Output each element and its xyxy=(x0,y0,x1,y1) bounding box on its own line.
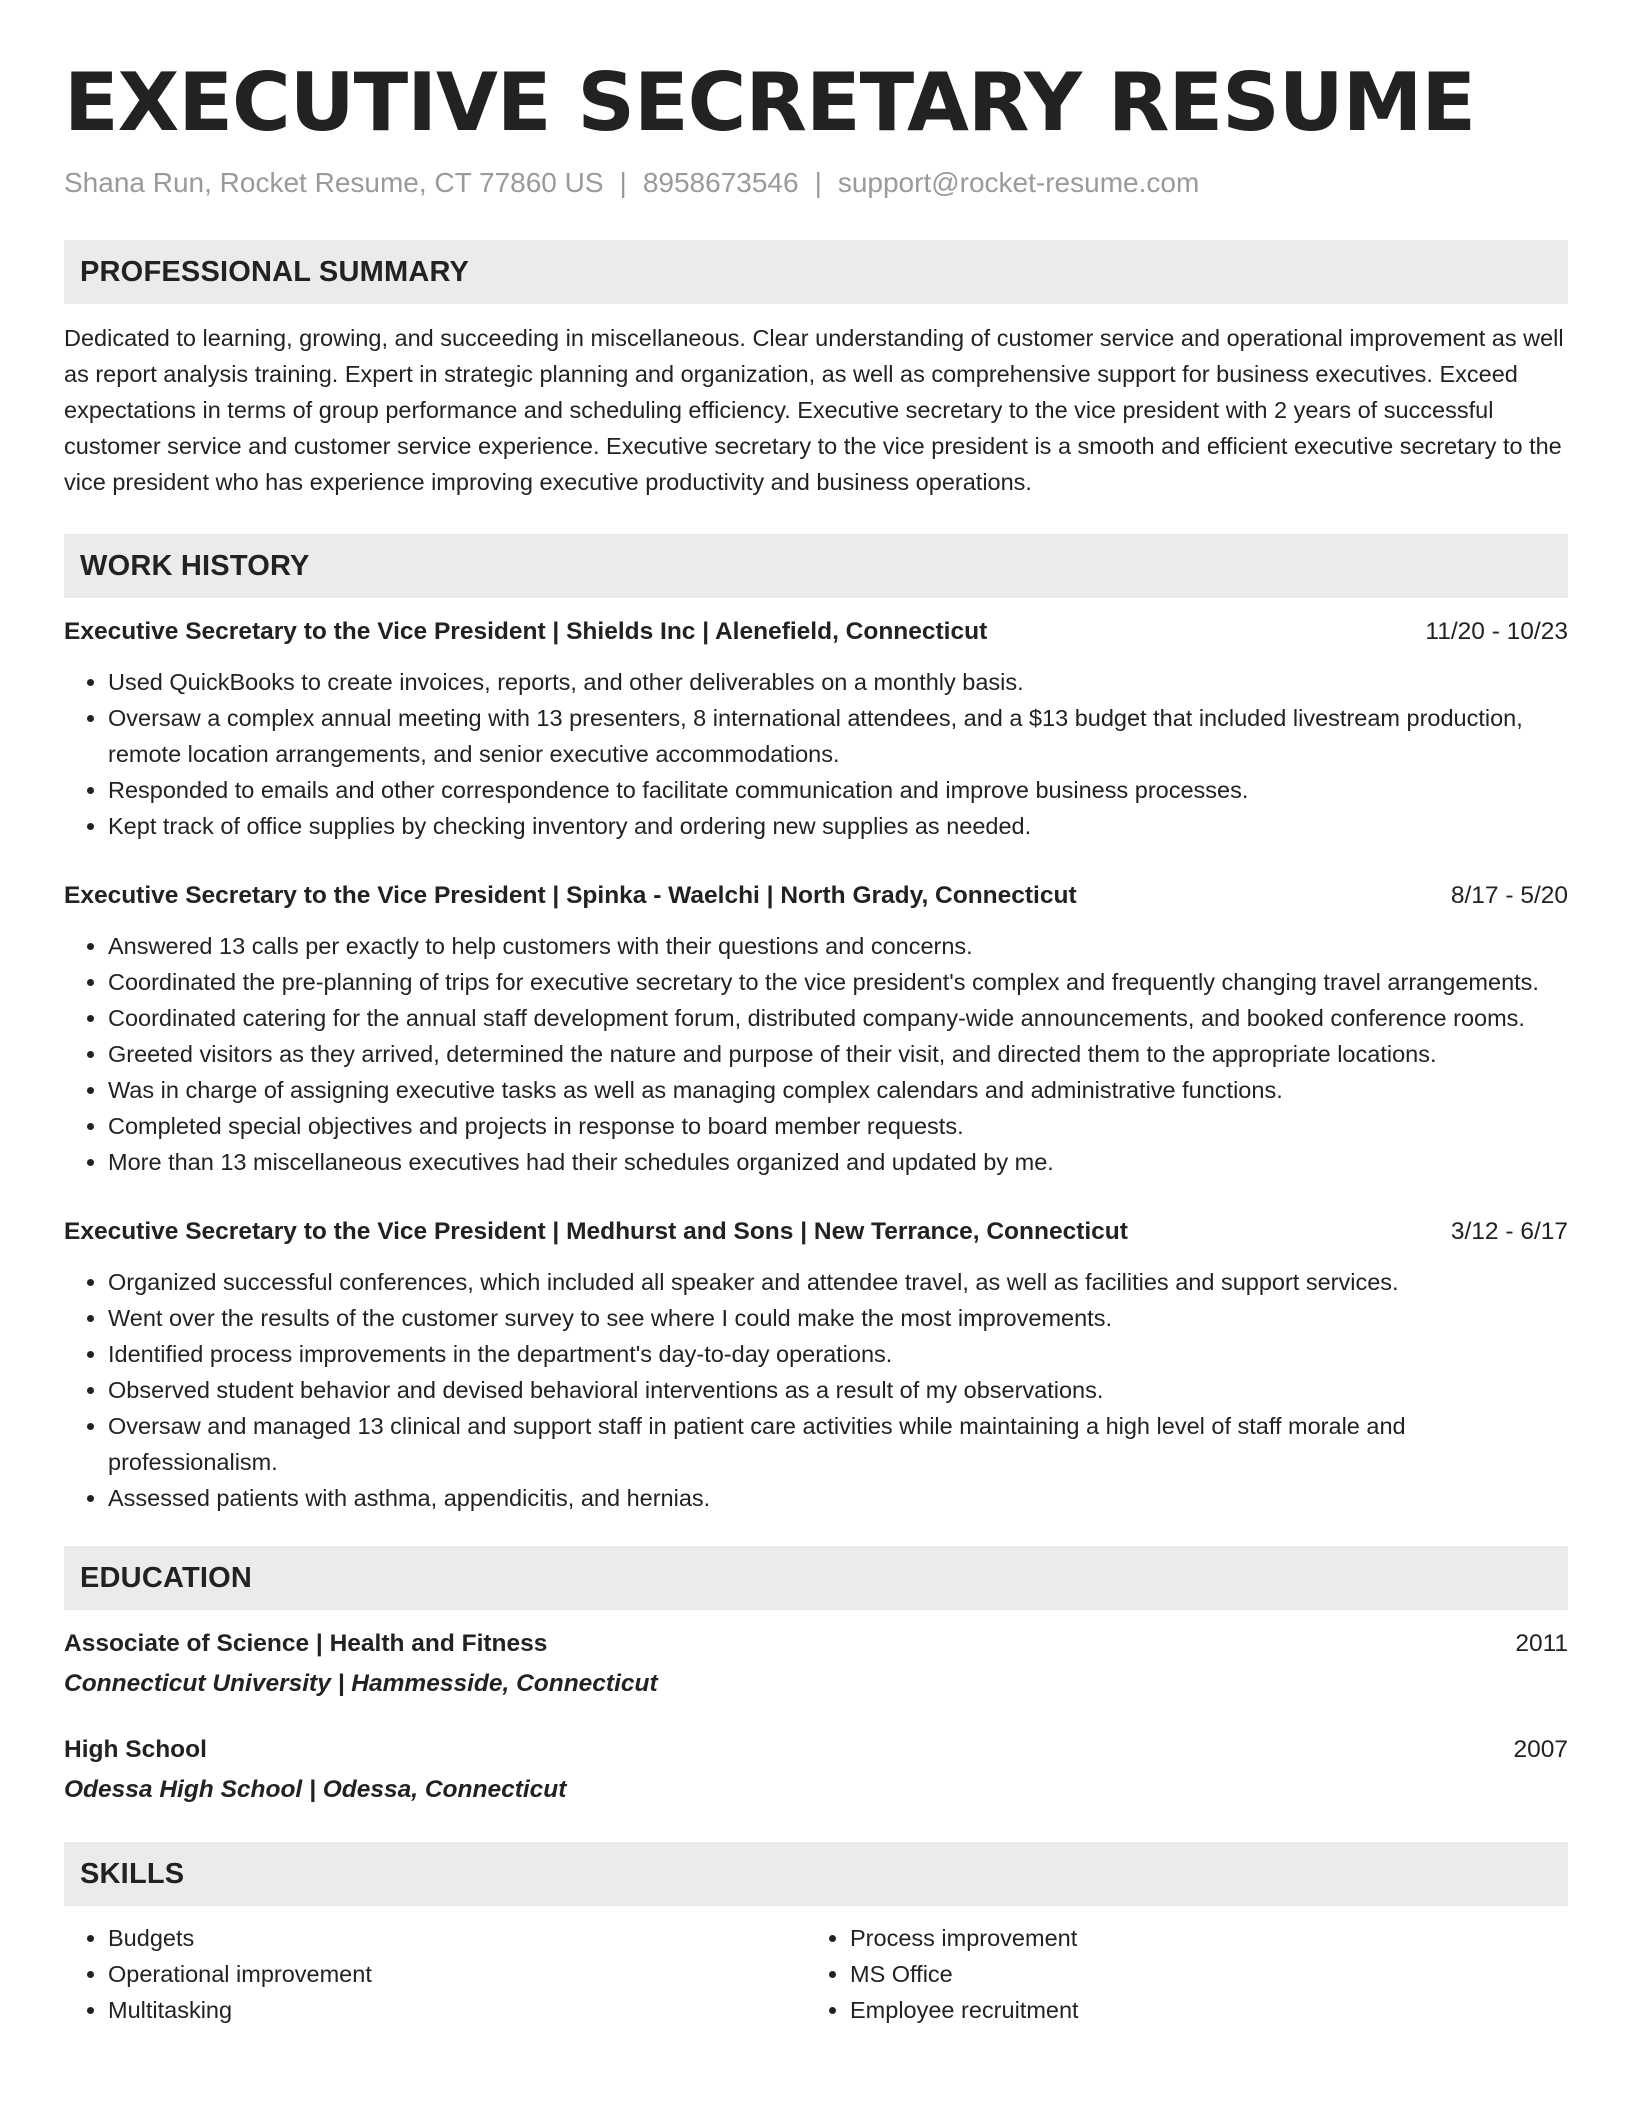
section-heading-summary: PROFESSIONAL SUMMARY xyxy=(64,240,1568,304)
education-degree: High School xyxy=(64,1736,207,1763)
contact-separator: | xyxy=(619,167,627,198)
job-entry xyxy=(64,1214,1568,1516)
section-heading-education: EDUCATION xyxy=(64,1546,1568,1610)
list-item: • Used QuickBooks to create invoices, reports, and other deliverables on a monthly basis. xyxy=(108,664,1568,700)
job-bullets xyxy=(64,664,1568,844)
skill-item: • Budgets xyxy=(108,1920,806,1956)
job-dates: 3/12 - 6/17 xyxy=(1450,1218,1568,1245)
list-item: • Organized successful conferences, which included all speaker and attendee travel, as well as facilities and support services. xyxy=(108,1264,1568,1300)
education-header xyxy=(64,1732,1568,1768)
job-title: Executive Secretary to the Vice President | Medhurst and Sons | New Terrance, Connecticut xyxy=(64,1218,1128,1245)
skill-item: • Multitasking xyxy=(108,1992,806,2028)
job-dates: 11/20 - 10/23 xyxy=(1425,618,1568,645)
list-item: • Answered 13 calls per exactly to help customers with their questions and concerns. xyxy=(108,928,1568,964)
list-item: • Was in charge of assigning executive tasks as well as managing complex calendars and administrative functions. xyxy=(108,1072,1568,1108)
job-header xyxy=(64,614,1568,650)
list-item: • Coordinated the pre-planning of trips for executive secretary to the vice president's complex and frequently changing travel arrangements. xyxy=(108,964,1568,1000)
job-bullets xyxy=(64,1264,1568,1516)
list-item: • Assessed patients with asthma, appendicitis, and hernias. xyxy=(108,1480,1568,1516)
summary-text: Dedicated to learning, growing, and succeeding in miscellaneous. Clear understanding of customer service and operational improvement as well as report analysis training. Expert in strategic planning and organization, as well as comprehensive support for business executives. Exceed expectations in terms of group performance and scheduling efficiency. Executive secretary to the vice president with 2 years of successful customer service and customer service experience. Executive secretary to the vice president is a smooth and efficient executive secretary to the vice president who has experience improving executive productivity and business operations. xyxy=(64,325,1564,495)
skill-item: • Process improvement xyxy=(850,1920,1548,1956)
skill-item: • Employee recruitment xyxy=(850,1992,1548,2028)
skill-item: • MS Office xyxy=(850,1956,1548,1992)
job-entry xyxy=(64,614,1568,844)
education-year: 2007 xyxy=(1513,1736,1568,1763)
list-item: • Completed special objectives and projects in response to board member requests. xyxy=(108,1108,1568,1144)
job-header xyxy=(64,1214,1568,1250)
contact-email: support@rocket-resume.com xyxy=(837,167,1200,198)
contact-phone: 8958673546 xyxy=(642,167,799,198)
resume-title: EXECUTIVE SECRETARY RESUME xyxy=(64,56,1475,149)
job-title: Executive Secretary to the Vice President | Shields Inc | Alenefield, Connecticut xyxy=(64,618,988,645)
education-entry xyxy=(64,1732,1568,1808)
education-school: Odessa High School | Odessa, Connecticut xyxy=(64,1776,567,1803)
contact-address: Shana Run, Rocket Resume, CT 77860 US xyxy=(64,167,604,198)
list-item: • Oversaw and managed 13 clinical and support staff in patient care activities while maintaining a high level of staff morale and professionalism. xyxy=(108,1408,1568,1480)
job-title: Executive Secretary to the Vice President | Spinka - Waelchi | North Grady, Connecticut xyxy=(64,882,1077,909)
job-dates: 8/17 - 5/20 xyxy=(1450,882,1568,909)
education-year: 2011 xyxy=(1515,1630,1568,1657)
list-item: • Went over the results of the customer survey to see where I could make the most improvements. xyxy=(108,1300,1568,1336)
skills-column-right xyxy=(806,1920,1548,2028)
contact-line xyxy=(64,166,1568,200)
list-item: • More than 13 miscellaneous executives had their schedules organized and updated by me. xyxy=(108,1144,1568,1180)
list-item: • Greeted visitors as they arrived, determined the nature and purpose of their visit, and directed them to the appropriate locations. xyxy=(108,1036,1568,1072)
list-item: • Observed student behavior and devised behavioral interventions as a result of my observations. xyxy=(108,1372,1568,1408)
education-entry xyxy=(64,1626,1568,1702)
job-entry xyxy=(64,878,1568,1180)
contact-separator: | xyxy=(814,167,822,198)
list-item: • Kept track of office supplies by checking inventory and ordering new supplies as needed. xyxy=(108,808,1568,844)
job-bullets xyxy=(64,928,1568,1180)
education-header xyxy=(64,1626,1568,1662)
section-heading-skills: SKILLS xyxy=(64,1842,1568,1906)
list-item: • Oversaw a complex annual meeting with 13 presenters, 8 international attendees, and a $13 budget that included livestream production, remote location arrangements, and senior executive accommodations. xyxy=(108,700,1568,772)
education-school: Connecticut University | Hammesside, Connecticut xyxy=(64,1670,658,1697)
education-degree: Associate of Science | Health and Fitness xyxy=(64,1630,548,1657)
skills-column-left xyxy=(64,1920,806,2028)
job-header xyxy=(64,878,1568,914)
skill-item: • Operational improvement xyxy=(108,1956,806,1992)
list-item: • Responded to emails and other correspondence to facilitate communication and improve business processes. xyxy=(108,772,1568,808)
list-item: • Coordinated catering for the annual staff development forum, distributed company-wide announcements, and booked conference rooms. xyxy=(108,1000,1568,1036)
list-item: • Identified process improvements in the department's day-to-day operations. xyxy=(108,1336,1568,1372)
section-heading-work-history: WORK HISTORY xyxy=(64,534,1568,598)
skills-list xyxy=(64,1920,1568,2028)
